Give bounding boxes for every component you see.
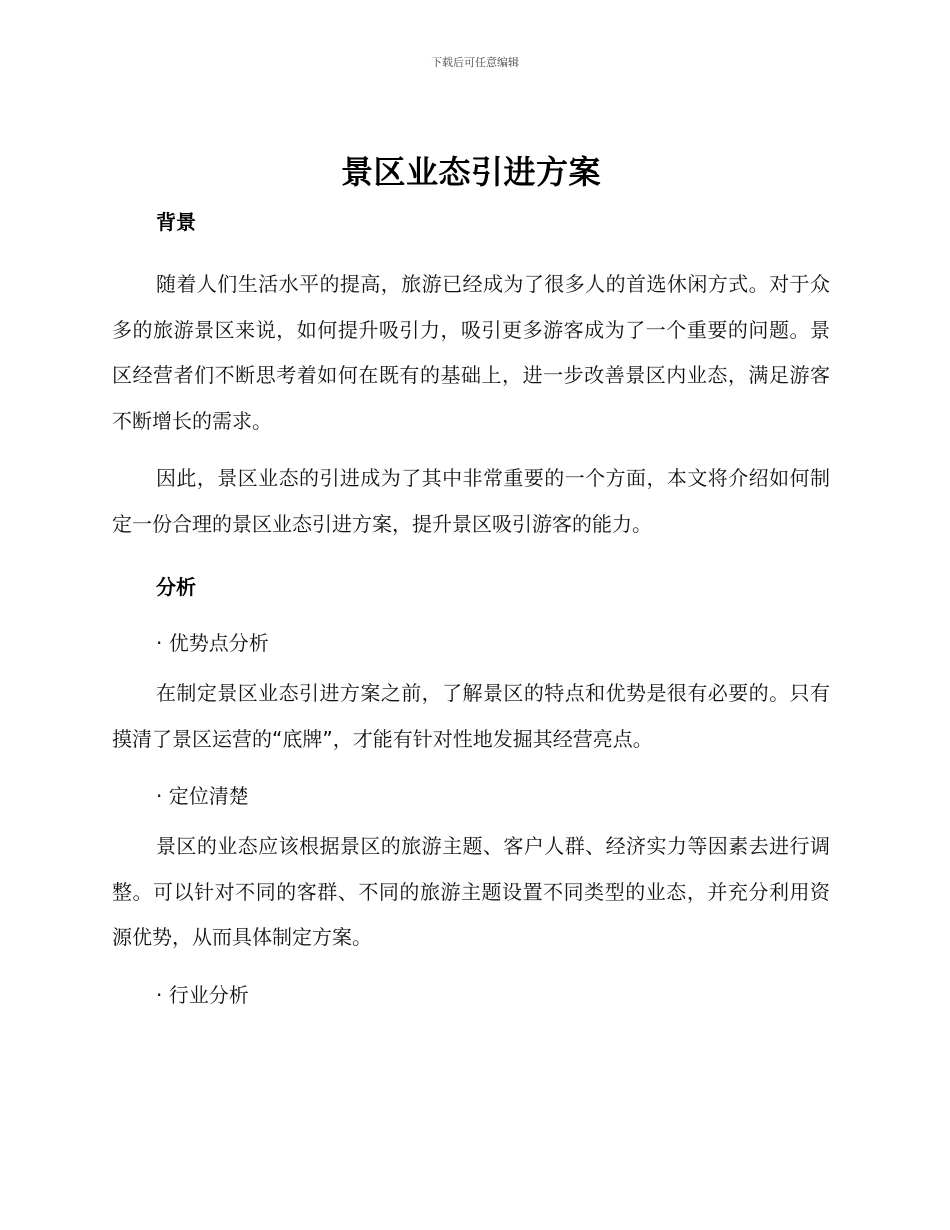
bullet-item-industry-analysis: · 行业分析	[156, 982, 249, 1007]
analysis-paragraph-advantages: 在制定景区业态引进方案之前，了解景区的特点和优势是很有必要的。只有摸清了景区运营的“底牌”，才能有针对性地发掘其经营亮点。	[112, 681, 830, 751]
header-note: 下载后可任意编辑	[431, 56, 519, 69]
background-paragraph-1: 随着人们生活水平的提高，旅游已经成为了很多人的首选休闲方式。对于众多的旅游景区来说，如何提升吸引力，吸引更多游客成为了一个重要的问题。景区经营者们不断思考着如何在既有的基础上，进一步改善景区内业态，满足游客不断增长的需求。	[112, 272, 830, 433]
analysis-paragraph-positioning: 景区的业态应该根据景区的旅游主题、客户人群、经济实力等因素去进行调整。可以针对不同的客群、不同的旅游主题设置不同类型的业态，并充分利用资源优势，从而具体制定方案。	[112, 834, 830, 949]
bullet-item-positioning: · 定位清楚	[156, 784, 249, 808]
bullet-item-advantages: · 优势点分析	[156, 631, 269, 655]
section-heading-analysis: 分析	[156, 575, 196, 599]
background-paragraph-2: 因此，景区业态的引进成为了其中非常重要的一个方面，本文将介绍如何制定一份合理的景区业态引进方案，提升景区吸引游客的能力。	[112, 466, 830, 536]
document-content	[112, 150, 830, 1011]
document-title: 景区业态引进方案	[340, 153, 601, 191]
section-heading-background: 背景	[156, 210, 196, 234]
